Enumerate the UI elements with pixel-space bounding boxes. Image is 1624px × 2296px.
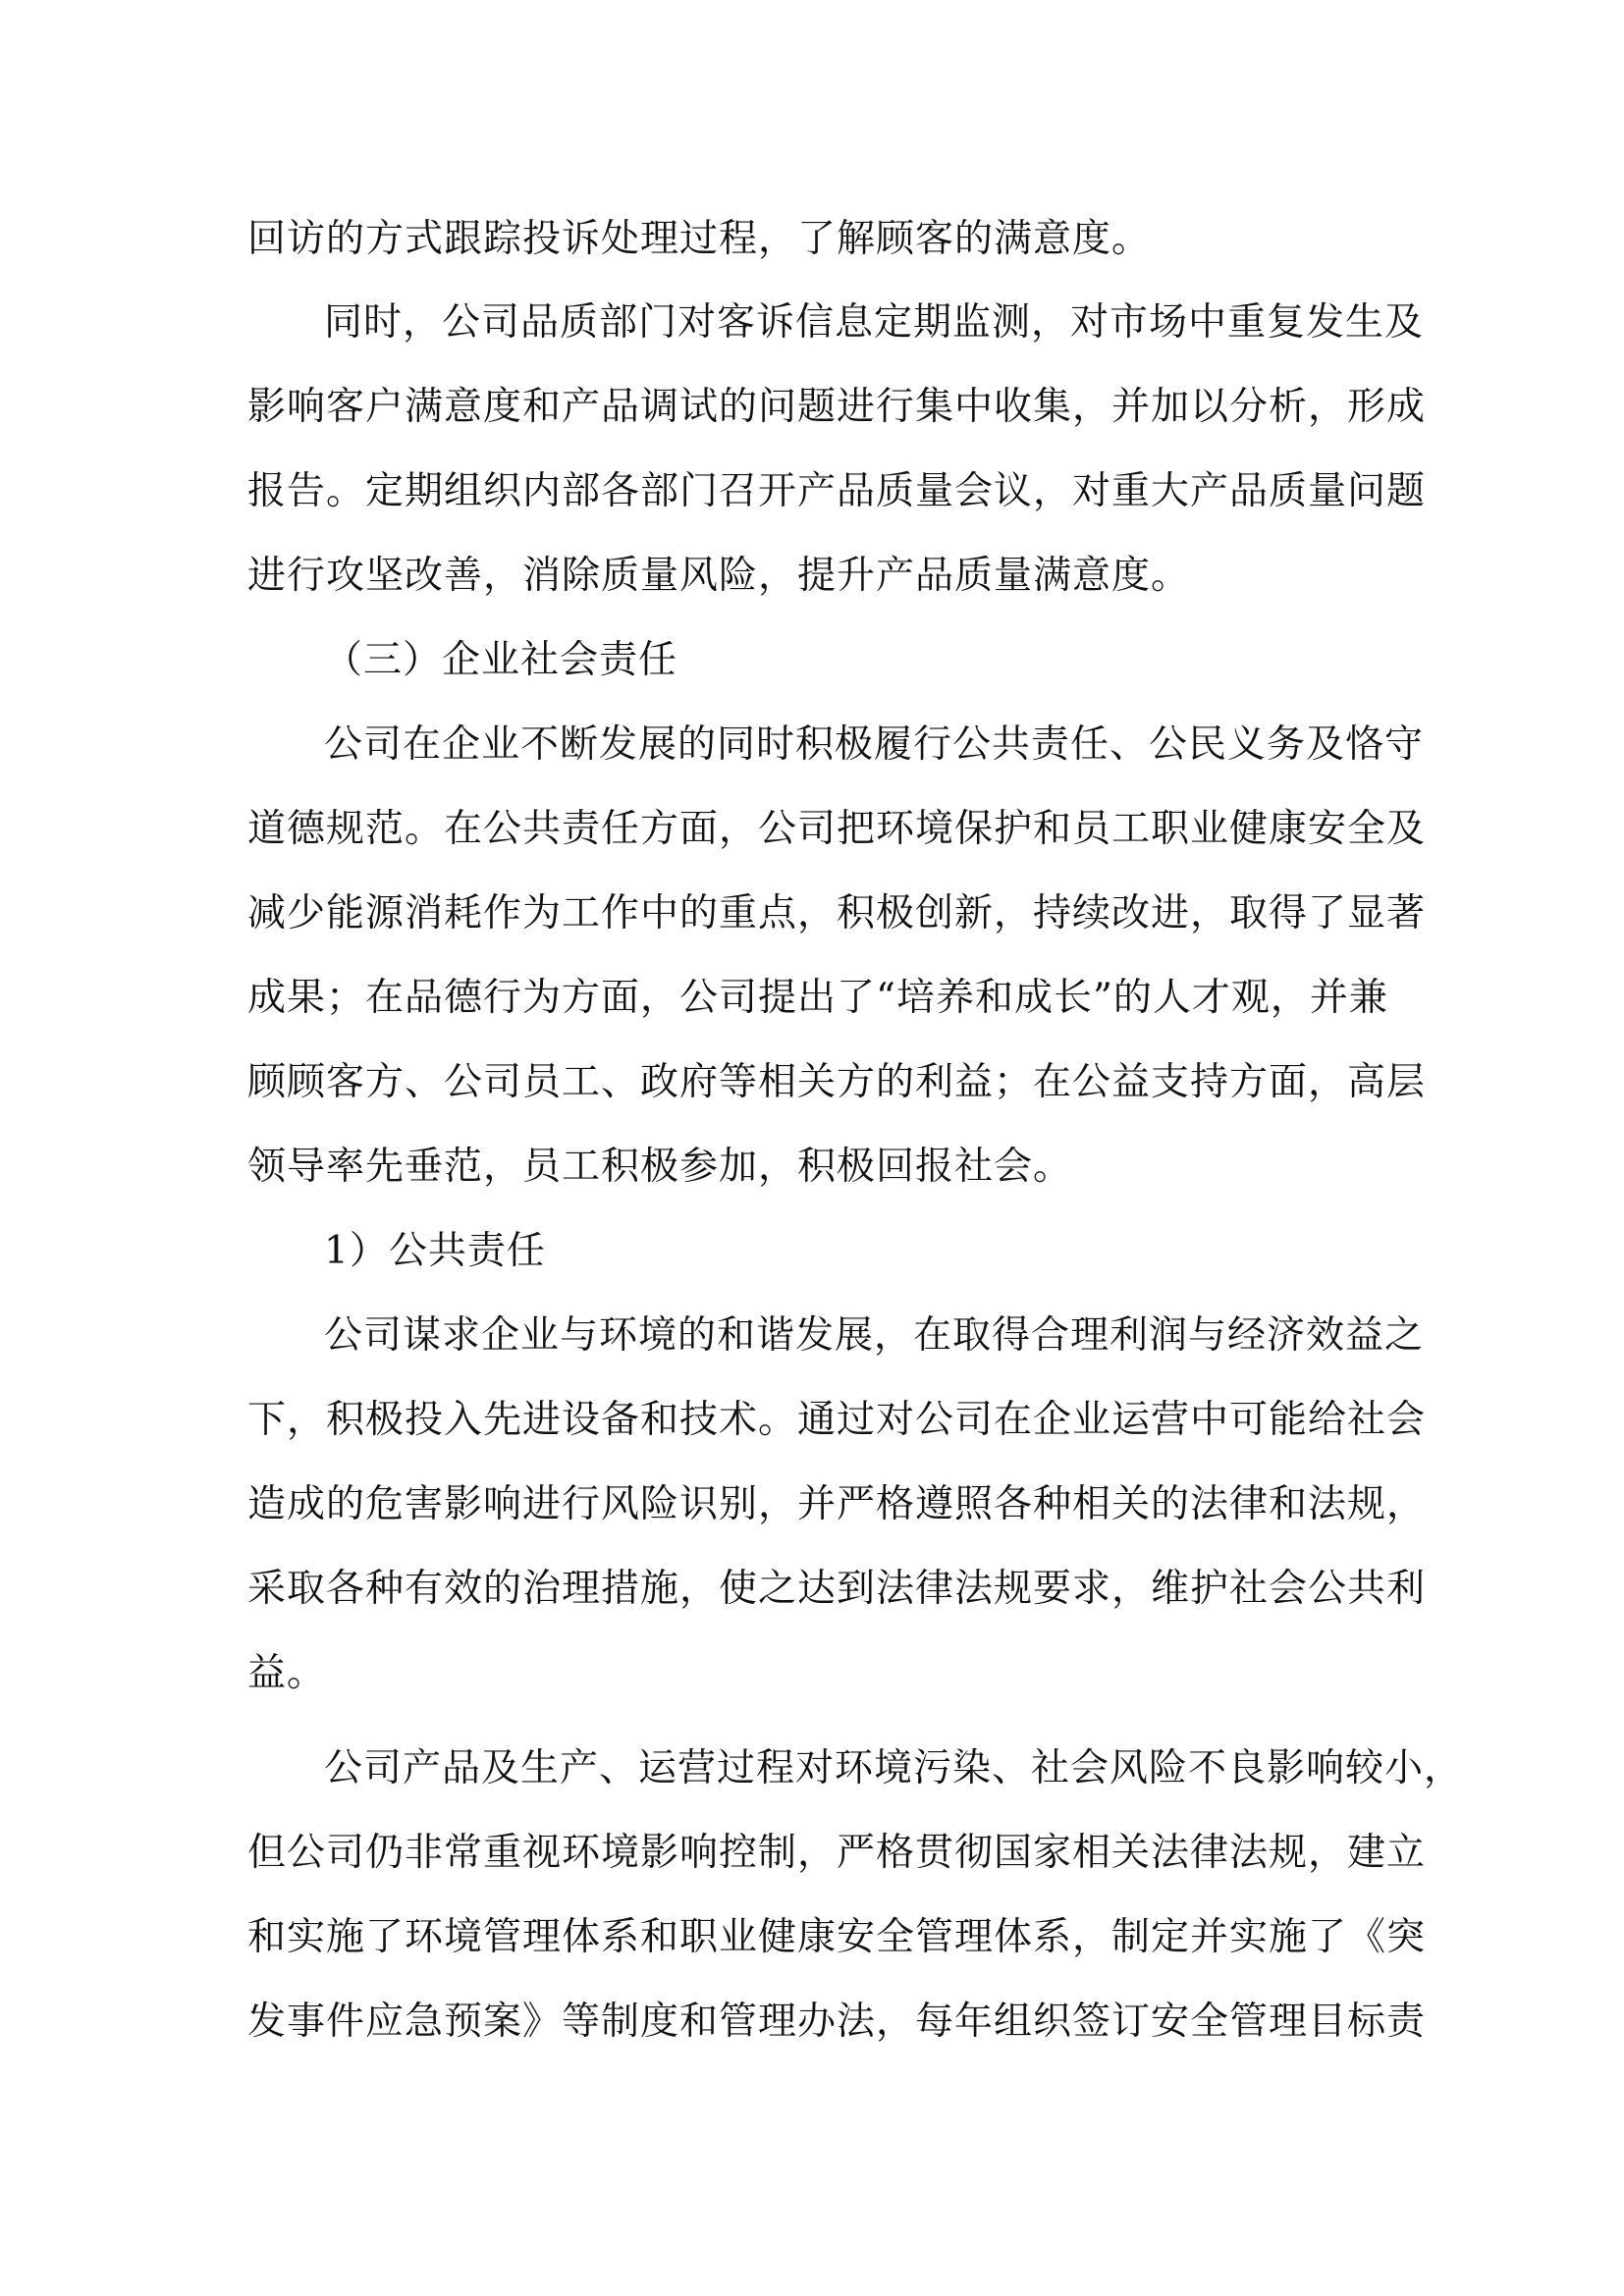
body-text-line: 进行攻坚改善，消除质量风险，提升产品质量满意度。 <box>247 554 1191 598</box>
body-text-line: 公司在企业不断发展的同时积极履行公共责任、公民义务及恪守 <box>324 722 1425 767</box>
body-text-line: 影响客户满意度和产品调试的问题进行集中收集，并加以分析，形成 <box>247 385 1427 429</box>
body-text-line: 回访的方式跟踪投诉处理过程，了解顾客的满意度。 <box>247 217 1152 261</box>
subsection-heading: 1）公共责任 <box>324 1229 546 1273</box>
body-text-line: 采取各种有效的治理措施，使之达到法律法规要求，维护社会公共利 <box>247 1567 1427 1611</box>
body-text-line: 下，积极投入先进设备和技术。通过对公司在企业运营中可能给社会 <box>247 1398 1427 1442</box>
section-heading: （三）企业社会责任 <box>324 638 678 682</box>
body-text-line: 顾顾客方、公司员工、政府等相关方的利益；在公益支持方面，高层 <box>247 1060 1427 1104</box>
body-text-line: 发事件应急预案》等制度和管理办法，每年组织签订安全管理目标责 <box>247 2000 1427 2044</box>
body-text-line: 造成的危害影响进行风险识别，并严格遵照各种相关的法律和法规， <box>247 1482 1427 1526</box>
body-text-line: 和实施了环境管理体系和职业健康安全管理体系，制定并实施了《突 <box>247 1915 1427 1959</box>
body-text-line: 益。 <box>247 1651 327 1695</box>
body-text-line: 同时，公司品质部门对客诉信息定期监测，对市场中重复发生及 <box>324 300 1425 345</box>
body-text-line: 道德规范。在公共责任方面，公司把环境保护和员工职业健康安全及 <box>247 807 1427 851</box>
body-text-line: 公司谋求企业与环境的和谐发展，在取得合理利润与经济效益之 <box>324 1313 1425 1358</box>
body-text-line: 领导率先垂范，员工积极参加，积极回报社会。 <box>247 1145 1073 1189</box>
body-text-line: 报告。定期组织内部各部门召开产品质量会议，对重大产品质量问题 <box>247 469 1427 513</box>
body-text-line: 成果；在品德行为方面，公司提出了“培养和成长”的人才观，并兼 <box>247 976 1388 1020</box>
body-text-line: 公司产品及生产、运营过程对环境污染、社会风险不良影响较小， <box>324 1746 1464 1790</box>
body-text-line: 减少能源消耗作为工作中的重点，积极创新，持续改进，取得了显著 <box>247 891 1427 935</box>
body-text-line: 但公司仍非常重视环境影响控制，严格贯彻国家相关法律法规，建立 <box>247 1831 1427 1875</box>
